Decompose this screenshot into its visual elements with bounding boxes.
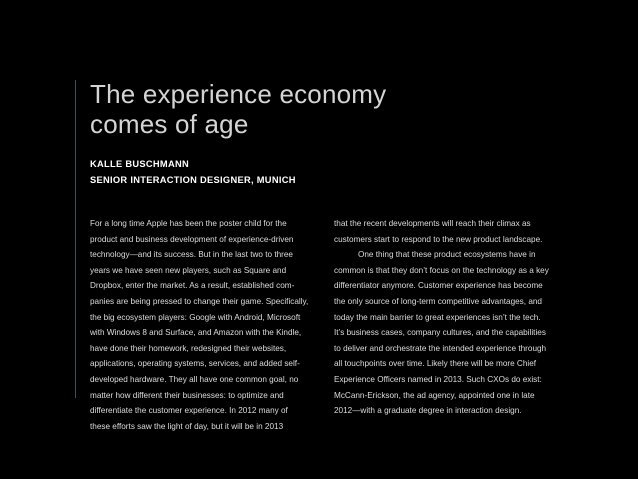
body-line: differentiator anymore. Customer experience has become [334, 281, 543, 291]
byline [90, 156, 296, 188]
body-line: these efforts saw the light of day, but it will be in 2013 [90, 421, 284, 431]
body-line: to deliver and orchestrate the intended experience through [334, 343, 547, 353]
body-line: Dropbox, enter the market. As a result, established com- [90, 281, 295, 291]
body-line: that the recent developments will reach their climax as [334, 219, 531, 228]
body-line: years we have seen new players, such as Square and [90, 265, 287, 275]
body-line: It’s business cases, company cultures, and the capabilities [334, 328, 546, 338]
body-line: McCann-Erickson, the ad agency, appointed one in late [334, 390, 535, 400]
author-name: KALLE BUSCHMANN [90, 159, 190, 169]
body-line: the only source of long-term competitive advantages, and [334, 296, 542, 306]
body-line: customers start to respond to the new product landscape. [334, 234, 543, 244]
body-line: matter how different their businesses: to optimize and [90, 390, 284, 400]
body-line: product and business development of experience-driven [90, 234, 294, 244]
body-line: today the main barrier to great experiences isn’t the tech. [334, 312, 541, 322]
body-line: the big ecosystem players: Google with Android, Microsoft [90, 312, 301, 322]
body-line: panies are being pressed to change their game. Specifically, [90, 296, 309, 306]
author-role: SENIOR INTERACTION DESIGNER, MUNICH [90, 175, 296, 185]
body-line: differentiate the customer experience. In 2012 many of [90, 406, 288, 416]
title-line: The experience economy [90, 79, 387, 109]
body-line: all touchpoints over time. Likely there will be more Chief [334, 359, 537, 369]
body-line: 2012—with a graduate degree in interaction design. [334, 406, 522, 416]
body-line: with Windows 8 and Surface, and Amazon with the Kindle, [90, 328, 302, 338]
body-line: One thing that these product ecosystems have in [358, 250, 536, 260]
accent-rule [75, 80, 76, 398]
body-line: For a long time Apple has been the poster child for the [90, 219, 287, 228]
body-line: technology—and its success. But in the last two to three [90, 250, 293, 260]
body-line: common is that they don’t focus on the technology as a key [334, 265, 549, 275]
body-column-right [334, 216, 574, 419]
body-line: applications, operating systems, services, and added self- [90, 359, 300, 369]
body-line: have done their homework, redesigned their websites, [90, 343, 287, 353]
body-line: Experience Officers named in 2013. Such CXOs do exist: [334, 374, 542, 384]
title-line: comes of age [90, 109, 249, 139]
body-line: developed hardware. They all have one common goal, no [90, 374, 299, 384]
body-column-left [90, 216, 330, 434]
article-title [90, 79, 490, 139]
